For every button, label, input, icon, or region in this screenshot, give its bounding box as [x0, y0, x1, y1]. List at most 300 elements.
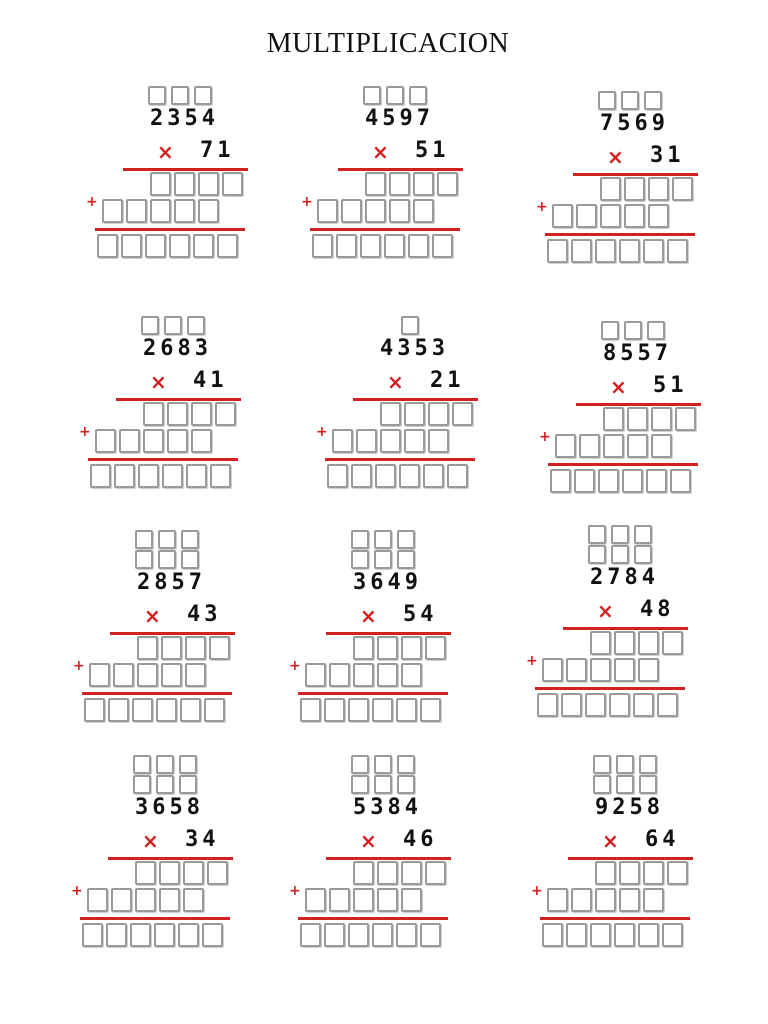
partial-product-box[interactable]	[452, 402, 473, 426]
partial-product-box[interactable]	[648, 204, 669, 228]
carry-box[interactable]	[141, 316, 159, 335]
result-box[interactable]	[162, 464, 183, 488]
multiplicand: 2784	[590, 565, 659, 590]
multiplicand: 2683	[143, 336, 212, 361]
result-box[interactable]	[598, 469, 619, 493]
partial-product-box[interactable]	[425, 861, 446, 885]
carry-box[interactable]	[179, 755, 197, 774]
partial-product-box[interactable]	[332, 429, 353, 453]
result-box[interactable]	[638, 923, 659, 947]
partial-product-box[interactable]	[555, 434, 576, 458]
carry-box[interactable]	[164, 316, 182, 335]
result-box[interactable]	[566, 923, 587, 947]
carry-box[interactable]	[644, 91, 662, 110]
partial-product-box[interactable]	[675, 407, 696, 431]
result-box[interactable]	[156, 698, 177, 722]
result-box[interactable]	[372, 923, 393, 947]
carry-box[interactable]	[611, 525, 629, 544]
times-icon: ×	[607, 145, 624, 169]
partial-product-box[interactable]	[377, 663, 398, 687]
partial-product-box[interactable]	[135, 861, 156, 885]
result-box[interactable]	[169, 234, 190, 258]
result-box[interactable]	[348, 923, 369, 947]
partial-product-box[interactable]	[638, 658, 659, 682]
divider-line	[326, 632, 451, 635]
result-box[interactable]	[204, 698, 225, 722]
plus-icon: +	[289, 883, 301, 899]
multiplier: 43	[187, 602, 222, 627]
partial-product-box[interactable]	[183, 888, 204, 912]
carry-box[interactable]	[409, 86, 427, 105]
carry-box[interactable]	[363, 86, 381, 105]
divider-line	[110, 632, 235, 635]
partial-product-box[interactable]	[389, 172, 410, 196]
partial-product-box[interactable]	[113, 663, 134, 687]
partial-product-box[interactable]	[413, 172, 434, 196]
result-line	[540, 917, 690, 920]
partial-product-box[interactable]	[624, 204, 645, 228]
result-box[interactable]	[384, 234, 405, 258]
partial-product-box[interactable]	[603, 407, 624, 431]
times-icon: ×	[144, 604, 161, 628]
partial-product-box[interactable]	[198, 172, 219, 196]
partial-product-box[interactable]	[590, 631, 611, 655]
partial-product-box[interactable]	[404, 402, 425, 426]
partial-product-box[interactable]	[95, 429, 116, 453]
plus-icon: +	[79, 424, 91, 440]
multiplicand: 3658	[135, 795, 204, 820]
carry-box[interactable]	[181, 530, 199, 549]
partial-product-box[interactable]	[317, 199, 338, 223]
partial-product-box[interactable]	[222, 172, 243, 196]
carry-box[interactable]	[374, 775, 392, 794]
result-box[interactable]	[193, 234, 214, 258]
divider-line	[576, 403, 701, 406]
result-box[interactable]	[106, 923, 127, 947]
partial-product-box[interactable]	[353, 888, 374, 912]
partial-product-box[interactable]	[667, 861, 688, 885]
multiplier: 41	[193, 368, 228, 393]
partial-product-box[interactable]	[207, 861, 228, 885]
result-box[interactable]	[348, 698, 369, 722]
partial-product-box[interactable]	[603, 434, 624, 458]
partial-product-box[interactable]	[161, 636, 182, 660]
result-box[interactable]	[667, 239, 688, 263]
times-icon: ×	[360, 829, 377, 853]
multiplier: 51	[653, 373, 688, 398]
partial-product-box[interactable]	[552, 204, 573, 228]
partial-product-box[interactable]	[428, 402, 449, 426]
partial-product-box[interactable]	[595, 888, 616, 912]
result-box[interactable]	[145, 234, 166, 258]
partial-product-box[interactable]	[191, 429, 212, 453]
multiplicand: 9258	[595, 795, 664, 820]
partial-product-box[interactable]	[353, 636, 374, 660]
result-box[interactable]	[614, 923, 635, 947]
multiplication-problem	[289, 755, 528, 970]
carry-box[interactable]	[598, 91, 616, 110]
carry-box[interactable]	[401, 316, 419, 335]
carry-box[interactable]	[171, 86, 189, 105]
partial-product-box[interactable]	[619, 861, 640, 885]
carry-box[interactable]	[588, 545, 606, 564]
result-box[interactable]	[312, 234, 333, 258]
result-box[interactable]	[138, 464, 159, 488]
partial-product-box[interactable]	[404, 429, 425, 453]
carry-box[interactable]	[148, 86, 166, 105]
result-box[interactable]	[360, 234, 381, 258]
result-box[interactable]	[300, 923, 321, 947]
partial-product-box[interactable]	[167, 402, 188, 426]
partial-product-box[interactable]	[662, 631, 683, 655]
carry-box[interactable]	[179, 775, 197, 794]
result-box[interactable]	[662, 923, 683, 947]
multiplicand: 4597	[365, 106, 434, 131]
partial-product-box[interactable]	[401, 663, 422, 687]
times-icon: ×	[387, 370, 404, 394]
carry-box[interactable]	[588, 525, 606, 544]
partial-product-box[interactable]	[377, 861, 398, 885]
carry-box[interactable]	[397, 755, 415, 774]
carry-box[interactable]	[351, 530, 369, 549]
partial-product-box[interactable]	[401, 636, 422, 660]
partial-product-box[interactable]	[627, 434, 648, 458]
partial-product-box[interactable]	[143, 429, 164, 453]
result-box[interactable]	[396, 698, 417, 722]
plus-icon: +	[86, 194, 98, 210]
partial-product-box[interactable]	[624, 177, 645, 201]
result-box[interactable]	[571, 239, 592, 263]
multiplier: 31	[650, 143, 685, 168]
result-box[interactable]	[130, 923, 151, 947]
multiplication-problem	[531, 755, 768, 970]
partial-product-box[interactable]	[341, 199, 362, 223]
carry-box[interactable]	[133, 755, 151, 774]
result-box[interactable]	[121, 234, 142, 258]
divider-line	[353, 398, 478, 401]
result-box[interactable]	[633, 693, 654, 717]
result-box[interactable]	[423, 464, 444, 488]
carry-box[interactable]	[374, 550, 392, 569]
partial-product-box[interactable]	[401, 888, 422, 912]
plus-icon: +	[531, 883, 543, 899]
multiplicand: 2354	[150, 106, 219, 131]
result-box[interactable]	[375, 464, 396, 488]
multiplication-problem	[71, 755, 310, 970]
partial-product-box[interactable]	[305, 663, 326, 687]
partial-product-box[interactable]	[137, 636, 158, 660]
result-box[interactable]	[670, 469, 691, 493]
result-box[interactable]	[82, 923, 103, 947]
partial-product-box[interactable]	[595, 861, 616, 885]
result-box[interactable]	[447, 464, 468, 488]
partial-product-box[interactable]	[198, 199, 219, 223]
result-box[interactable]	[132, 698, 153, 722]
partial-product-box[interactable]	[137, 663, 158, 687]
carry-box[interactable]	[397, 550, 415, 569]
result-box[interactable]	[180, 698, 201, 722]
carry-box[interactable]	[158, 550, 176, 569]
partial-product-box[interactable]	[401, 861, 422, 885]
result-box[interactable]	[178, 923, 199, 947]
multiplication-problem	[301, 80, 540, 295]
partial-product-box[interactable]	[571, 888, 592, 912]
carry-box[interactable]	[593, 755, 611, 774]
partial-product-box[interactable]	[150, 172, 171, 196]
partial-product-box[interactable]	[119, 429, 140, 453]
partial-product-box[interactable]	[377, 636, 398, 660]
partial-product-box[interactable]	[215, 402, 236, 426]
carry-box[interactable]	[156, 775, 174, 794]
partial-product-box[interactable]	[437, 172, 458, 196]
multiplier: 64	[645, 827, 680, 852]
partial-product-box[interactable]	[185, 636, 206, 660]
partial-product-box[interactable]	[356, 429, 377, 453]
partial-product-box[interactable]	[380, 402, 401, 426]
multiplier: 54	[403, 602, 438, 627]
carry-box[interactable]	[135, 530, 153, 549]
result-box[interactable]	[420, 923, 441, 947]
partial-product-box[interactable]	[643, 861, 664, 885]
multiplication-problem	[526, 525, 765, 740]
multiplier: 48	[640, 597, 675, 622]
multiplication-problem	[316, 310, 555, 525]
partial-product-box[interactable]	[143, 402, 164, 426]
carry-box[interactable]	[601, 321, 619, 340]
result-box[interactable]	[210, 464, 231, 488]
divider-line	[116, 398, 241, 401]
partial-product-box[interactable]	[579, 434, 600, 458]
result-box[interactable]	[202, 923, 223, 947]
result-box[interactable]	[550, 469, 571, 493]
plus-icon: +	[536, 199, 548, 215]
partial-product-box[interactable]	[329, 888, 350, 912]
multiplier: 34	[185, 827, 220, 852]
partial-product-box[interactable]	[167, 429, 188, 453]
result-box[interactable]	[622, 469, 643, 493]
partial-product-box[interactable]	[643, 888, 664, 912]
result-line	[95, 228, 245, 231]
result-box[interactable]	[432, 234, 453, 258]
partial-product-box[interactable]	[174, 199, 195, 223]
partial-product-box[interactable]	[614, 658, 635, 682]
partial-product-box[interactable]	[600, 177, 621, 201]
result-box[interactable]	[590, 923, 611, 947]
carry-box[interactable]	[593, 775, 611, 794]
times-icon: ×	[597, 599, 614, 623]
partial-product-box[interactable]	[576, 204, 597, 228]
result-box[interactable]	[643, 239, 664, 263]
carry-box[interactable]	[616, 775, 634, 794]
result-box[interactable]	[595, 239, 616, 263]
result-box[interactable]	[327, 464, 348, 488]
multiplication-problem	[536, 85, 768, 300]
times-icon: ×	[150, 370, 167, 394]
carry-box[interactable]	[187, 316, 205, 335]
carry-box[interactable]	[194, 86, 212, 105]
partial-product-box[interactable]	[305, 888, 326, 912]
times-icon: ×	[610, 375, 627, 399]
partial-product-box[interactable]	[627, 407, 648, 431]
partial-product-box[interactable]	[353, 861, 374, 885]
carry-box[interactable]	[386, 86, 404, 105]
partial-product-box[interactable]	[102, 199, 123, 223]
result-line	[82, 692, 232, 695]
result-box[interactable]	[542, 923, 563, 947]
partial-product-box[interactable]	[185, 663, 206, 687]
partial-product-box[interactable]	[428, 429, 449, 453]
partial-product-box[interactable]	[547, 888, 568, 912]
partial-product-box[interactable]	[135, 888, 156, 912]
carry-box[interactable]	[616, 755, 634, 774]
partial-product-box[interactable]	[191, 402, 212, 426]
result-box[interactable]	[84, 698, 105, 722]
result-box[interactable]	[186, 464, 207, 488]
carry-box[interactable]	[158, 530, 176, 549]
divider-line	[563, 627, 688, 630]
divider-line	[568, 857, 693, 860]
result-line	[80, 917, 230, 920]
partial-product-box[interactable]	[159, 861, 180, 885]
result-box[interactable]	[408, 234, 429, 258]
result-box[interactable]	[561, 693, 582, 717]
carry-box[interactable]	[624, 321, 642, 340]
carry-box[interactable]	[639, 775, 657, 794]
carry-box[interactable]	[181, 550, 199, 569]
partial-product-box[interactable]	[590, 658, 611, 682]
partial-product-box[interactable]	[648, 177, 669, 201]
result-box[interactable]	[324, 698, 345, 722]
result-box[interactable]	[217, 234, 238, 258]
partial-product-box[interactable]	[111, 888, 132, 912]
result-box[interactable]	[90, 464, 111, 488]
partial-product-box[interactable]	[209, 636, 230, 660]
partial-product-box[interactable]	[600, 204, 621, 228]
divider-line	[573, 173, 698, 176]
multiplicand: 2857	[137, 570, 206, 595]
partial-product-box[interactable]	[651, 407, 672, 431]
result-box[interactable]	[585, 693, 606, 717]
partial-product-box[interactable]	[89, 663, 110, 687]
multiplier: 21	[430, 368, 465, 393]
divider-line	[123, 168, 248, 171]
result-box[interactable]	[619, 239, 640, 263]
carry-box[interactable]	[634, 525, 652, 544]
multiplier: 51	[415, 138, 450, 163]
carry-box[interactable]	[351, 775, 369, 794]
partial-product-box[interactable]	[377, 888, 398, 912]
carry-box[interactable]	[639, 755, 657, 774]
result-box[interactable]	[657, 693, 678, 717]
carry-box[interactable]	[156, 755, 174, 774]
result-box[interactable]	[537, 693, 558, 717]
multiplicand: 3649	[353, 570, 422, 595]
result-line	[535, 687, 685, 690]
partial-product-box[interactable]	[566, 658, 587, 682]
plus-icon: +	[73, 658, 85, 674]
partial-product-box[interactable]	[365, 199, 386, 223]
result-box[interactable]	[574, 469, 595, 493]
result-box[interactable]	[114, 464, 135, 488]
plus-icon: +	[539, 429, 551, 445]
result-box[interactable]	[399, 464, 420, 488]
result-box[interactable]	[300, 698, 321, 722]
carry-box[interactable]	[374, 755, 392, 774]
multiplicand: 5384	[353, 795, 422, 820]
divider-line	[108, 857, 233, 860]
carry-box[interactable]	[621, 91, 639, 110]
result-box[interactable]	[372, 698, 393, 722]
partial-product-box[interactable]	[542, 658, 563, 682]
result-box[interactable]	[108, 698, 129, 722]
partial-product-box[interactable]	[183, 861, 204, 885]
partial-product-box[interactable]	[174, 172, 195, 196]
result-box[interactable]	[154, 923, 175, 947]
carry-box[interactable]	[397, 775, 415, 794]
times-icon: ×	[157, 140, 174, 164]
partial-product-box[interactable]	[161, 663, 182, 687]
partial-product-box[interactable]	[614, 631, 635, 655]
carry-box[interactable]	[397, 530, 415, 549]
result-box[interactable]	[97, 234, 118, 258]
partial-product-box[interactable]	[150, 199, 171, 223]
partial-product-box[interactable]	[672, 177, 693, 201]
partial-product-box[interactable]	[619, 888, 640, 912]
carry-box[interactable]	[634, 545, 652, 564]
result-box[interactable]	[646, 469, 667, 493]
result-box[interactable]	[609, 693, 630, 717]
carry-box[interactable]	[374, 530, 392, 549]
partial-product-box[interactable]	[353, 663, 374, 687]
multiplicand: 7569	[600, 111, 669, 136]
partial-product-box[interactable]	[389, 199, 410, 223]
times-icon: ×	[372, 140, 389, 164]
carry-box[interactable]	[133, 775, 151, 794]
result-box[interactable]	[351, 464, 372, 488]
times-icon: ×	[360, 604, 377, 628]
partial-product-box[interactable]	[365, 172, 386, 196]
partial-product-box[interactable]	[159, 888, 180, 912]
carry-box[interactable]	[611, 545, 629, 564]
partial-product-box[interactable]	[651, 434, 672, 458]
partial-product-box[interactable]	[329, 663, 350, 687]
carry-box[interactable]	[351, 550, 369, 569]
result-box[interactable]	[324, 923, 345, 947]
partial-product-box[interactable]	[425, 636, 446, 660]
carry-box[interactable]	[135, 550, 153, 569]
result-line	[88, 458, 238, 461]
partial-product-box[interactable]	[638, 631, 659, 655]
result-line	[298, 692, 448, 695]
result-line	[545, 233, 695, 236]
result-box[interactable]	[547, 239, 568, 263]
partial-product-box[interactable]	[380, 429, 401, 453]
partial-product-box[interactable]	[87, 888, 108, 912]
result-box[interactable]	[420, 698, 441, 722]
multiplication-problem	[79, 310, 318, 525]
multiplication-problem	[539, 315, 768, 530]
page-title: MULTIPLICACION	[266, 28, 510, 59]
partial-product-box[interactable]	[126, 199, 147, 223]
partial-product-box[interactable]	[413, 199, 434, 223]
carry-box[interactable]	[647, 321, 665, 340]
result-line	[325, 458, 475, 461]
result-box[interactable]	[336, 234, 357, 258]
carry-box[interactable]	[351, 755, 369, 774]
divider-line	[326, 857, 451, 860]
result-box[interactable]	[396, 923, 417, 947]
plus-icon: +	[301, 194, 313, 210]
